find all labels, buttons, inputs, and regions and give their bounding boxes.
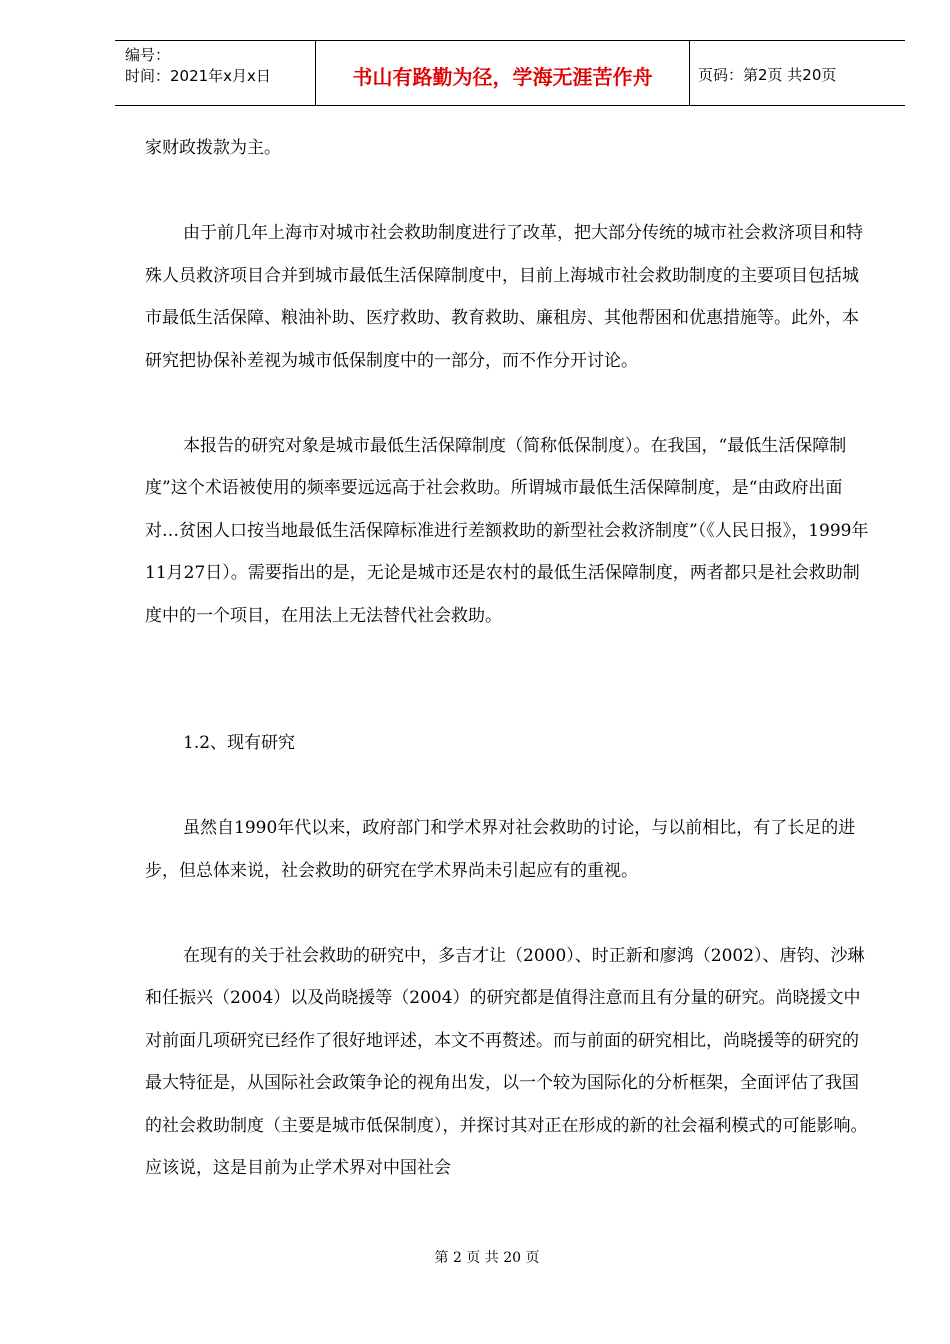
paragraph-existing-studies: 在现有的关于社会救助的研究中，多吉才让（2000）、时正新和廖鸿（2002）、唐钧、沙琳和任振兴（2004）以及尚晓援等（2004）的研究都是值得注意而且有分量的研究。尚晓援文中对前面几项研究已经作了很好地评述，本文不再赘述。而与前面的研究相比，尚晓援等的研究的最大特征是，从国际社会政策争论的视角出发，以一个较为国际化的分析框架，全面评估了我国的社会救助制度（主要是城市低保制度），并探讨其对正在形成的新的社会福利模式的可能影响。应该说，这是目前为止学术界对中国社会 xyxy=(145,945,868,1178)
header-motto: 书山有路勤为径，学海无涯苦作舟 xyxy=(316,41,690,105)
paragraph-research-status: 虽然自1990年代以来，政府部门和学术界对社会救助的讨论，与以前相比，有了长足的进步，但总体来说，社会救助的研究在学术界尚未引起应有的重视。 xyxy=(145,818,856,881)
header-page-info: 页码：第2页 共20页 xyxy=(698,65,837,84)
header-meta xyxy=(115,41,316,105)
document-body xyxy=(145,127,875,1190)
paragraph-shanghai-reform: 由于前几年上海市对城市社会救助制度进行了改革，把大部分传统的城市社会救济项目和特殊人员救济项目合并到城市最低生活保障制度中，目前上海城市社会救助制度的主要项目包括城市最低生活保障、粮油补助、医疗救助、教育救助、廉租房、其他帮困和优惠措施等。此外，本研究把协保补差视为城市低保制度中的一部分，而不作分开讨论。 xyxy=(145,223,863,371)
page-header xyxy=(115,40,905,106)
time-label: 时间：2021年x月x日 xyxy=(125,67,271,85)
paragraph-research-object: 本报告的研究对象是城市最低生活保障制度（简称低保制度）。在我国，“最低生活保障制度”这个术语被使用的频率要远远高于社会救助。所谓城市最低生活保障制度，是“由政府出面对…贫困人口按当地最低生活保障标准进行差额救助的新型社会救济制度”（《人民日报》，1999年11月27日）。需要指出的是，无论是城市还是农村的最低生活保障制度，两者都只是社会救助制度中的一个项目，在用法上无法替代社会救助。 xyxy=(145,435,869,626)
section-heading: 1.2、现有研究 xyxy=(183,733,296,753)
serial-label: 编号： xyxy=(125,46,171,64)
page-footer: 第 2 页 共 20 页 xyxy=(434,1250,540,1266)
paragraph-continuation: 家财政拨款为主。 xyxy=(145,138,281,158)
